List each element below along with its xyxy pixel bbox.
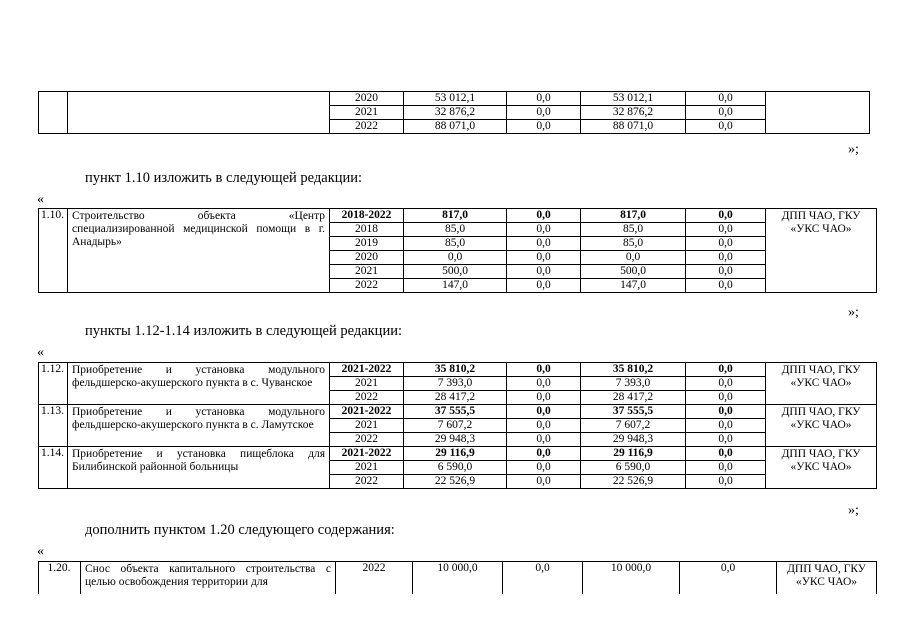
value-cell: 0,0 [507, 433, 581, 447]
value-cell: 0,0 [686, 419, 766, 433]
value-cell: 147,0 [581, 279, 686, 293]
item-number: 1.12. [39, 363, 68, 405]
total-cell: 7 607,2 [404, 419, 507, 433]
value-cell: 0,0 [686, 223, 766, 237]
item-number: 1.13. [39, 405, 68, 447]
instruction-paragraph: пункт 1.10 изложить в следующей редакции: [85, 170, 363, 186]
value-cell: 0,0 [686, 461, 766, 475]
total-cell: 29 948,3 [404, 433, 507, 447]
value-cell: 0,0 [507, 391, 581, 405]
total-cell: 10 000,0 [413, 562, 503, 595]
total-cell: 85,0 [404, 237, 507, 251]
value-cell: 0,0 [507, 419, 581, 433]
value-cell: 0,0 [686, 377, 766, 391]
year-cell: 2021-2022 [330, 447, 404, 461]
value-cell: 0,0 [507, 447, 581, 461]
value-cell: 0,0 [686, 92, 766, 106]
value-cell: 0,0 [507, 92, 581, 106]
value-cell: 0,0 [507, 405, 581, 419]
executor-cell: ДПП ЧАО, ГКУ «УКС ЧАО» [766, 447, 877, 489]
name-cell [68, 92, 330, 134]
items-1-12-1-14-table [38, 362, 877, 489]
item-1-20-clip [38, 561, 878, 594]
year-cell: 2022 [330, 433, 404, 447]
open-quote: « [37, 544, 44, 559]
table-row [39, 209, 877, 223]
value-cell: 0,0 [686, 209, 766, 223]
value-cell: 88 071,0 [581, 120, 686, 134]
value-cell: 0,0 [507, 475, 581, 489]
table-row [39, 363, 877, 377]
year-cell: 2019 [330, 237, 404, 251]
total-cell: 0,0 [404, 251, 507, 265]
num-cell [39, 92, 68, 134]
close-quote: »; [848, 503, 859, 518]
year-cell: 2018-2022 [330, 209, 404, 223]
total-cell: 35 810,2 [404, 363, 507, 377]
value-cell: 0,0 [503, 562, 583, 595]
value-cell: 0,0 [686, 120, 766, 134]
value-cell: 0,0 [686, 265, 766, 279]
item-name: Приобретение и установка пищеблока для Билибинской районной больницы [68, 447, 330, 489]
value-cell: 0,0 [686, 391, 766, 405]
year-cell: 2021 [330, 106, 404, 120]
year-cell: 2021 [330, 265, 404, 279]
value-cell: 0,0 [686, 251, 766, 265]
value-cell: 500,0 [581, 265, 686, 279]
year-cell: 2018 [330, 223, 404, 237]
item-name: Приобретение и установка модульного фельдшерско-акушерского пункта в с. Ламутское [68, 405, 330, 447]
close-quote: »; [848, 142, 859, 157]
total-cell: 32 876,2 [404, 106, 507, 120]
item-name: Снос объекта капитального строительства с целью освобождения территории для [81, 562, 336, 595]
open-quote: « [37, 192, 44, 207]
value-cell: 0,0 [686, 363, 766, 377]
year-cell: 2021 [330, 377, 404, 391]
year-cell: 2020 [330, 92, 404, 106]
value-cell: 0,0 [680, 562, 777, 595]
value-cell: 0,0 [507, 120, 581, 134]
executor-cell [766, 92, 870, 134]
open-quote: « [37, 345, 44, 360]
year-cell: 2022 [336, 562, 413, 595]
total-cell: 147,0 [404, 279, 507, 293]
item-number: 1.14. [39, 447, 68, 489]
value-cell: 28 417,2 [581, 391, 686, 405]
value-cell: 6 590,0 [581, 461, 686, 475]
executor-cell: ДПП ЧАО, ГКУ «УКС ЧАО» [766, 363, 877, 405]
value-cell: 35 810,2 [581, 363, 686, 377]
total-cell: 817,0 [404, 209, 507, 223]
top-table [38, 91, 870, 134]
value-cell: 0,0 [507, 237, 581, 251]
value-cell: 0,0 [686, 405, 766, 419]
value-cell: 0,0 [507, 377, 581, 391]
year-cell: 2021 [330, 419, 404, 433]
value-cell: 0,0 [686, 279, 766, 293]
value-cell: 0,0 [507, 209, 581, 223]
total-cell: 22 526,9 [404, 475, 507, 489]
year-cell: 2022 [330, 475, 404, 489]
year-cell: 2020 [330, 251, 404, 265]
item-number: 1.20. [39, 562, 81, 595]
table-row [39, 92, 870, 106]
value-cell: 0,0 [686, 433, 766, 447]
value-cell: 0,0 [581, 251, 686, 265]
value-cell: 7 607,2 [581, 419, 686, 433]
total-cell: 29 116,9 [404, 447, 507, 461]
total-cell: 28 417,2 [404, 391, 507, 405]
table-row [39, 447, 877, 461]
value-cell: 37 555,5 [581, 405, 686, 419]
year-cell: 2021 [330, 461, 404, 475]
value-cell: 29 948,3 [581, 433, 686, 447]
total-cell: 88 071,0 [404, 120, 507, 134]
value-cell: 817,0 [581, 209, 686, 223]
value-cell: 0,0 [507, 223, 581, 237]
year-cell: 2022 [330, 279, 404, 293]
total-cell: 7 393,0 [404, 377, 507, 391]
value-cell: 85,0 [581, 237, 686, 251]
value-cell: 53 012,1 [581, 92, 686, 106]
value-cell: 85,0 [581, 223, 686, 237]
value-cell: 0,0 [507, 106, 581, 120]
value-cell: 10 000,0 [583, 562, 680, 595]
year-cell: 2021-2022 [330, 405, 404, 419]
value-cell: 0,0 [686, 447, 766, 461]
value-cell: 22 526,9 [581, 475, 686, 489]
year-cell: 2021-2022 [330, 363, 404, 377]
total-cell: 85,0 [404, 223, 507, 237]
value-cell: 0,0 [686, 475, 766, 489]
executor-cell: ДПП ЧАО, ГКУ «УКС ЧАО» [766, 405, 877, 447]
year-cell: 2022 [330, 120, 404, 134]
value-cell: 32 876,2 [581, 106, 686, 120]
value-cell: 0,0 [507, 363, 581, 377]
total-cell: 37 555,5 [404, 405, 507, 419]
item-name: Строительство объекта «Центр специализированной медицинской помощи в г. Анадырь» [68, 209, 330, 293]
value-cell: 0,0 [507, 461, 581, 475]
value-cell: 7 393,0 [581, 377, 686, 391]
value-cell: 0,0 [507, 279, 581, 293]
table-row [39, 405, 877, 419]
item-number: 1.10. [39, 209, 68, 293]
value-cell: 0,0 [507, 251, 581, 265]
value-cell: 0,0 [507, 265, 581, 279]
executor-cell: ДПП ЧАО, ГКУ «УКС ЧАО» [777, 562, 877, 595]
total-cell: 6 590,0 [404, 461, 507, 475]
instruction-paragraph: дополнить пунктом 1.20 следующего содержания: [85, 522, 395, 538]
value-cell: 0,0 [686, 237, 766, 251]
item-1-20-table [38, 561, 877, 594]
close-quote: »; [848, 305, 859, 320]
item-name: Приобретение и установка модульного фельдшерско-акушерского пункта в с. Чуванское [68, 363, 330, 405]
value-cell: 29 116,9 [581, 447, 686, 461]
table-row [39, 562, 877, 595]
year-cell: 2022 [330, 391, 404, 405]
total-cell: 500,0 [404, 265, 507, 279]
executor-cell: ДПП ЧАО, ГКУ «УКС ЧАО» [766, 209, 877, 293]
instruction-paragraph: пункты 1.12-1.14 изложить в следующей редакции: [85, 323, 402, 339]
value-cell: 0,0 [686, 106, 766, 120]
total-cell: 53 012,1 [404, 92, 507, 106]
item-1-10-table [38, 208, 877, 293]
